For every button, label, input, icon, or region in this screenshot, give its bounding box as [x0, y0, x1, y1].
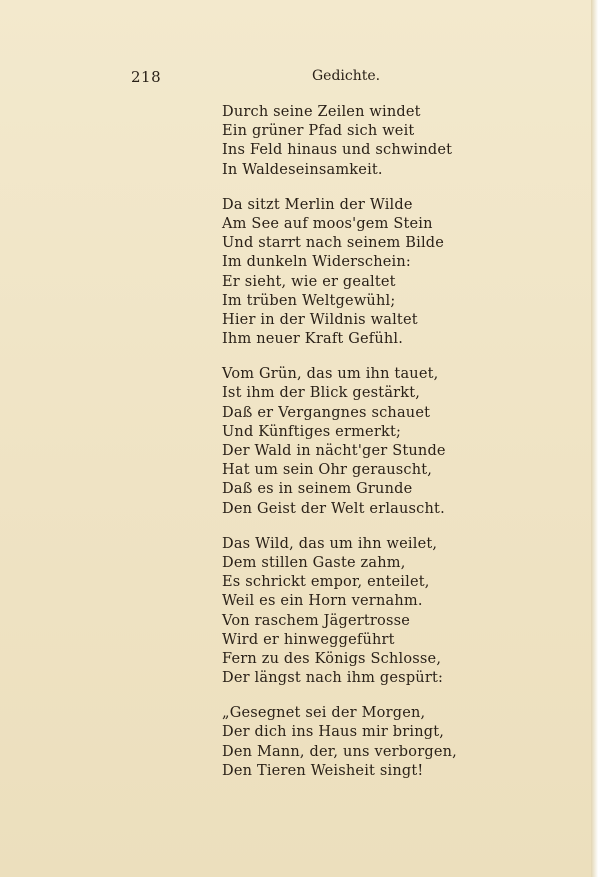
- poem-line: Hat um sein Ohr gerauscht,: [222, 462, 433, 479]
- poem-line: Ihm neuer Kraft Gefühl.: [222, 331, 404, 348]
- poem-line: Wird er hinweggeführt: [222, 631, 395, 648]
- poem-line: Hier in der Wildnis waltet: [222, 311, 418, 328]
- poem-line: Von raschem Jägertrosse: [222, 612, 411, 629]
- poem-line: Ins Feld hinaus und schwindet: [222, 142, 453, 159]
- poem-line: Den Geist der Welt erlauscht.: [222, 500, 445, 517]
- poem-line: Er sieht, wie er gealtet: [222, 273, 396, 290]
- stanza-1: [222, 103, 457, 180]
- poem-line: Es schrickt empor, enteilet,: [222, 574, 430, 591]
- poem-line: Und starrt nach seinem Bilde: [222, 235, 445, 252]
- poem: [222, 103, 457, 797]
- poem-line: „Gesegnet sei der Morgen,: [222, 705, 426, 722]
- poem-line: Der dich ins Haus mir bringt,: [222, 724, 445, 741]
- poem-line: Der Wald in nächt'ger Stunde: [222, 443, 446, 459]
- poem-line: Im trüben Weltgewühl;: [222, 292, 396, 309]
- poem-line: Im dunkeln Widerschein:: [222, 254, 412, 271]
- poem-line: Ein grüner Pfad sich weit: [222, 123, 415, 140]
- page-edge: [591, 0, 603, 877]
- poem-line: Durch seine Zeilen windet: [222, 104, 421, 120]
- poem-line: Weil es ein Horn vernahm.: [222, 593, 423, 610]
- poem-line: Den Mann, der, uns verborgen,: [222, 743, 457, 760]
- poem-line: Da sitzt Merlin der Wilde: [222, 196, 413, 213]
- stanza-4: [222, 535, 457, 689]
- poem-line: Daß er Vergangnes schauet: [222, 404, 431, 421]
- poem-line: Den Tieren Weisheit singt!: [222, 762, 424, 779]
- page-number: 218: [131, 68, 162, 86]
- poem-line: Vom Grün, das um ihn tauet,: [222, 366, 439, 383]
- poem-line: Der längst nach ihm gespürt:: [222, 670, 444, 687]
- poem-line: Daß es in seinem Grunde: [222, 481, 413, 498]
- running-title: Gedichte.: [312, 68, 381, 84]
- poem-line: Fern zu des Königs Schlosse,: [222, 650, 442, 667]
- poem-line: In Waldeseinsamkeit.: [222, 161, 383, 178]
- stanza-5: [222, 704, 457, 781]
- stanza-2: [222, 196, 457, 350]
- poem-line: Dem stillen Gaste zahm,: [222, 554, 406, 571]
- poem-line: Am See auf moos'gem Stein: [222, 215, 433, 232]
- stanza-3: [222, 365, 457, 519]
- poem-line: Ist ihm der Blick gestärkt,: [222, 385, 421, 402]
- poem-line: Das Wild, das um ihn weilet,: [222, 535, 438, 552]
- poem-line: Und Künftiges ermerkt;: [222, 423, 402, 440]
